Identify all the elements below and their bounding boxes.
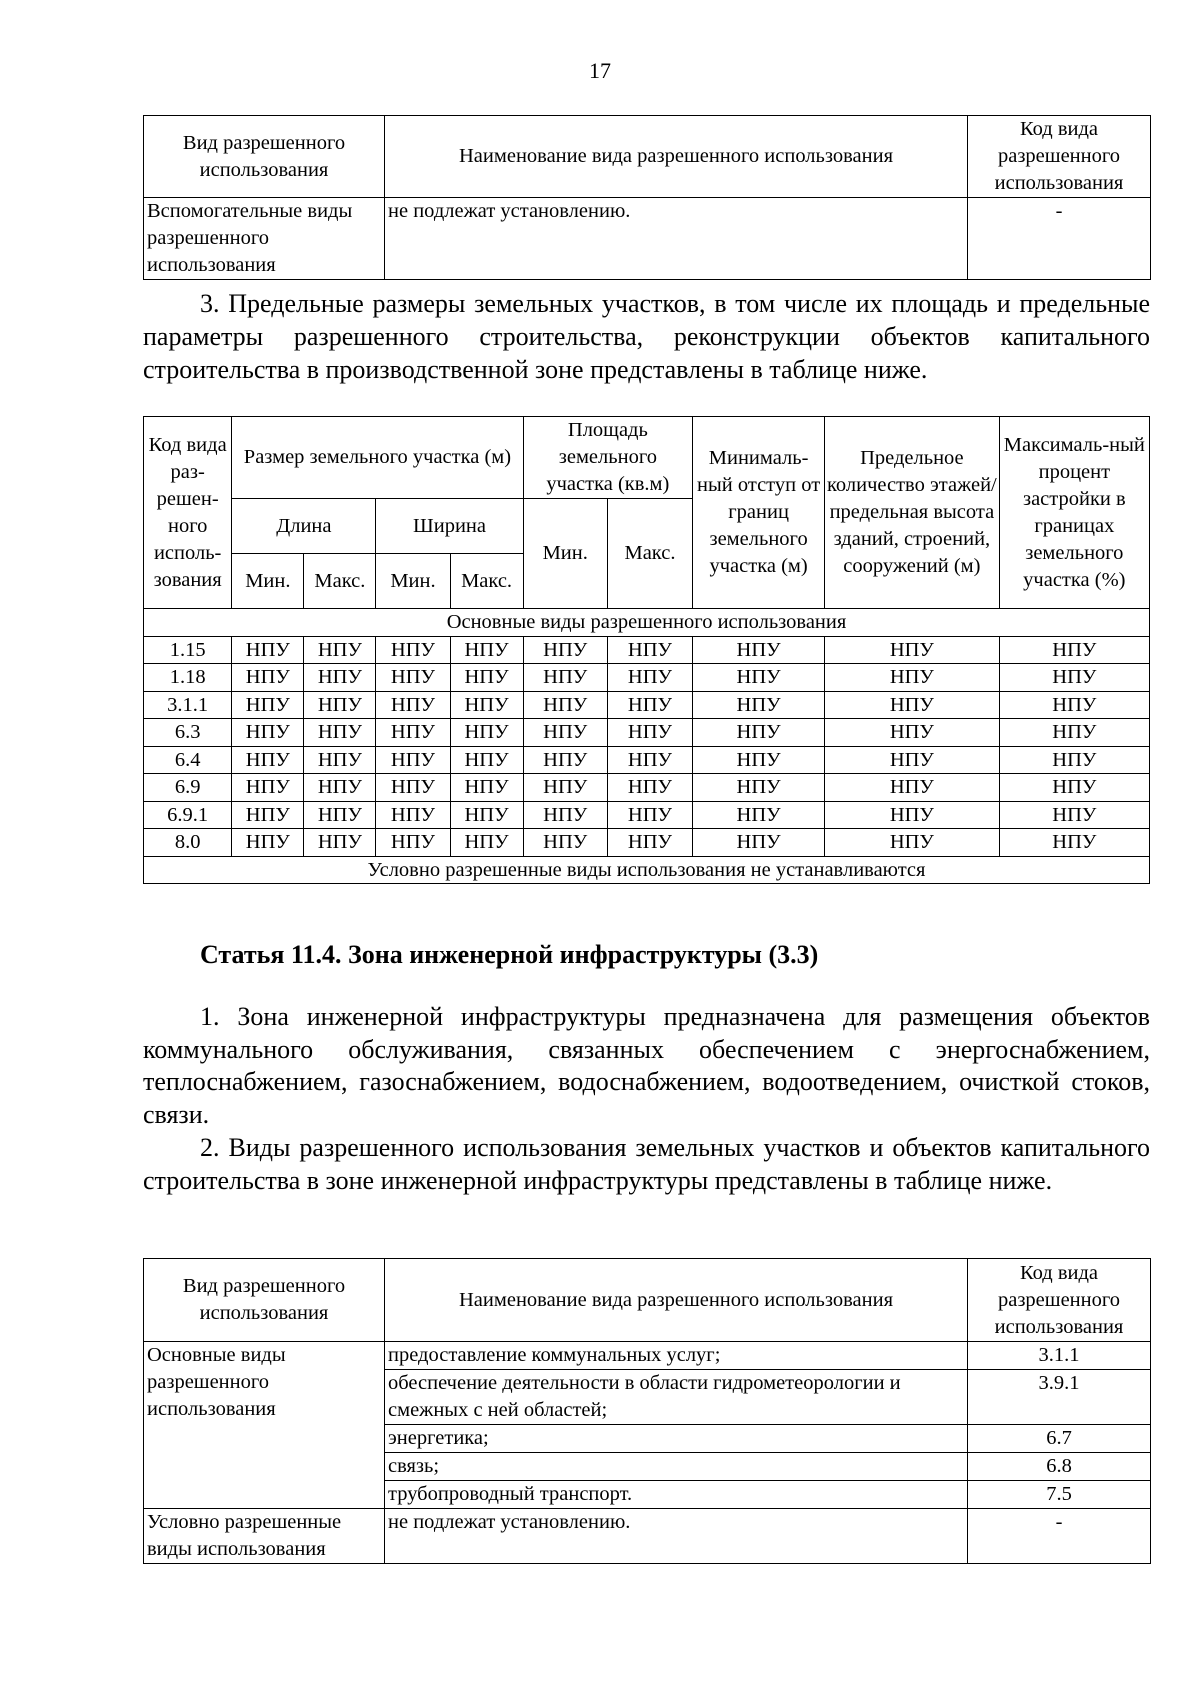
row-code: 6.3: [144, 719, 232, 747]
header-floors: Предельное количество этажей/ предельная высота зданий, строений, сооружений (м): [825, 417, 1000, 609]
cell: НПУ: [232, 664, 304, 692]
cell: НПУ: [607, 801, 692, 829]
cell: НПУ: [607, 774, 692, 802]
header-code: Код вида разрешенного использования: [968, 116, 1151, 198]
paragraph-a1: 1. Зона инженерной инфраструктуры предназначена для размещения объектов коммунального обслуживания, связанных обеспечением с энергоснабжением, теплоснабжением, газоснабжением, водоснабжением, водоотведением, очисткой стоков, связи.: [143, 1002, 1150, 1129]
cell: НПУ: [693, 691, 825, 719]
cell: НПУ: [232, 829, 304, 857]
cell: НПУ: [523, 829, 607, 857]
header-type: Вид разрешенного использования: [144, 1259, 385, 1342]
cell: НПУ: [999, 691, 1149, 719]
header-coverage: Максималь-ный процент застройки в границах земельного участка (%): [999, 417, 1149, 609]
cell: НПУ: [376, 829, 450, 857]
row-code: 6.4: [144, 746, 232, 774]
cell: НПУ: [376, 719, 450, 747]
cell: НПУ: [607, 829, 692, 857]
auxiliary-uses-table: [143, 115, 1151, 280]
paragraph-a2: 2. Виды разрешенного использования земельных участков и объектов капитального строительства в зоне инженерной инфраструктуры представлены в таблице ниже.: [143, 1133, 1150, 1195]
row-type-main: Основные виды разрешенного использования: [144, 1342, 385, 1509]
cell: НПУ: [376, 746, 450, 774]
header-width-max: Макс.: [450, 554, 523, 609]
cell: НПУ: [304, 746, 376, 774]
cell: НПУ: [232, 691, 304, 719]
paragraph-3: 3. Предельные размеры земельных участков, в том числе их площадь и предельные параметры разрешенного строительства, реконструкции объектов капитального строительства в производственной зоне представлены в таблице ниже.: [143, 289, 1150, 384]
section-conditional: Условно разрешенные виды использования не устанавливаются: [144, 856, 1150, 884]
header-name: Наименование вида разрешенного использования: [385, 1259, 968, 1342]
cell: НПУ: [304, 636, 376, 664]
table-row: [144, 746, 1150, 774]
header-area-min: Мин.: [523, 499, 607, 609]
article-title: Статья 11.4. Зона инженерной инфраструктуры (3.3): [200, 940, 819, 969]
cell: НПУ: [523, 636, 607, 664]
cell: НПУ: [999, 636, 1149, 664]
table-row: [144, 664, 1150, 692]
row-code: -: [968, 198, 1151, 280]
row-code: 1.18: [144, 664, 232, 692]
header-width: Ширина: [376, 499, 523, 554]
section-main: Основные виды разрешенного использования: [144, 609, 1150, 637]
cell: НПУ: [693, 664, 825, 692]
table-row: [144, 636, 1150, 664]
row-code: 3.1.1: [144, 691, 232, 719]
header-length: Длина: [232, 499, 376, 554]
cell: НПУ: [232, 719, 304, 747]
cell: НПУ: [607, 664, 692, 692]
cell: НПУ: [304, 719, 376, 747]
section-row: [144, 609, 1150, 637]
cell: НПУ: [693, 636, 825, 664]
header-length-min: Мин.: [232, 554, 304, 609]
page-number: 17: [589, 58, 611, 83]
row-name: не подлежат установлению.: [385, 1509, 968, 1564]
cell: НПУ: [376, 774, 450, 802]
cell: НПУ: [523, 664, 607, 692]
table-row: [144, 1342, 1151, 1370]
header-code: Код вида раз-решен-ного исполь-зования: [144, 417, 232, 609]
cell: НПУ: [999, 664, 1149, 692]
table-header-row: [144, 1259, 1151, 1342]
cell: НПУ: [523, 801, 607, 829]
table-row: [144, 829, 1150, 857]
cell: НПУ: [376, 636, 450, 664]
cell: НПУ: [450, 691, 523, 719]
table-header-row: [144, 417, 1150, 499]
cell: НПУ: [825, 636, 1000, 664]
cell: НПУ: [232, 636, 304, 664]
cell: НПУ: [376, 664, 450, 692]
cell: НПУ: [999, 774, 1149, 802]
table-row: [144, 719, 1150, 747]
cell: НПУ: [304, 829, 376, 857]
cell: НПУ: [450, 664, 523, 692]
row-name: предоставление коммунальных услуг;: [385, 1342, 968, 1370]
row-type: Вспомогательные виды разрешенного использования: [144, 198, 385, 280]
cell: НПУ: [693, 746, 825, 774]
row-code: 7.5: [968, 1481, 1151, 1509]
cell: НПУ: [607, 719, 692, 747]
cell: НПУ: [607, 636, 692, 664]
cell: НПУ: [304, 664, 376, 692]
cell: НПУ: [304, 801, 376, 829]
row-code: 6.9.1: [144, 801, 232, 829]
row-code: 3.9.1: [968, 1370, 1151, 1425]
cell: НПУ: [825, 691, 1000, 719]
cell: НПУ: [232, 746, 304, 774]
header-area-max: Макс.: [607, 499, 692, 609]
cell: НПУ: [450, 746, 523, 774]
cell: НПУ: [999, 719, 1149, 747]
row-code: 6.8: [968, 1453, 1151, 1481]
table-row: [144, 691, 1150, 719]
cell: НПУ: [232, 801, 304, 829]
row-code: -: [968, 1509, 1151, 1564]
cell: НПУ: [523, 774, 607, 802]
cell: НПУ: [825, 801, 1000, 829]
table-row: [144, 774, 1150, 802]
row-type-conditional: Условно разрешенные виды использования: [144, 1509, 385, 1564]
table-row: [144, 1509, 1151, 1564]
cell: НПУ: [450, 774, 523, 802]
engineering-uses-table: [143, 1258, 1151, 1564]
cell: НПУ: [825, 719, 1000, 747]
header-type: Вид разрешенного использования: [144, 116, 385, 198]
row-code: 1.15: [144, 636, 232, 664]
row-name: трубопроводный транспорт.: [385, 1481, 968, 1509]
cell: НПУ: [450, 829, 523, 857]
cell: НПУ: [693, 719, 825, 747]
cell: НПУ: [232, 774, 304, 802]
section-row: [144, 856, 1150, 884]
cell: НПУ: [693, 801, 825, 829]
cell: НПУ: [825, 746, 1000, 774]
header-code: Код вида разрешенного использования: [968, 1259, 1151, 1342]
row-name: связь;: [385, 1453, 968, 1481]
header-length-max: Макс.: [304, 554, 376, 609]
table-row: [144, 198, 1151, 280]
cell: НПУ: [999, 746, 1149, 774]
row-code: 3.1.1: [968, 1342, 1151, 1370]
cell: НПУ: [523, 719, 607, 747]
header-setback: Минималь-ный отступ от границ земельного участка (м): [693, 417, 825, 609]
cell: НПУ: [450, 719, 523, 747]
row-code: 8.0: [144, 829, 232, 857]
cell: НПУ: [376, 691, 450, 719]
cell: НПУ: [523, 691, 607, 719]
cell: НПУ: [693, 829, 825, 857]
row-name: не подлежат установлению.: [385, 198, 968, 280]
row-code: 6.7: [968, 1425, 1151, 1453]
cell: НПУ: [999, 801, 1149, 829]
table-header-row: [144, 116, 1151, 198]
cell: НПУ: [825, 774, 1000, 802]
header-size: Размер земельного участка (м): [232, 417, 523, 499]
parameters-table: [143, 416, 1150, 884]
cell: НПУ: [825, 829, 1000, 857]
row-name: энергетика;: [385, 1425, 968, 1453]
cell: НПУ: [825, 664, 1000, 692]
cell: НПУ: [450, 801, 523, 829]
table-row: [144, 801, 1150, 829]
cell: НПУ: [376, 801, 450, 829]
cell: НПУ: [304, 774, 376, 802]
header-width-min: Мин.: [376, 554, 450, 609]
cell: НПУ: [523, 746, 607, 774]
header-area: Площадь земельного участка (кв.м): [523, 417, 693, 499]
cell: НПУ: [607, 746, 692, 774]
cell: НПУ: [304, 691, 376, 719]
cell: НПУ: [693, 774, 825, 802]
row-name: обеспечение деятельности в области гидрометеорологии и смежных с ней областей;: [385, 1370, 968, 1425]
header-name: Наименование вида разрешенного использования: [385, 116, 968, 198]
row-code: 6.9: [144, 774, 232, 802]
cell: НПУ: [999, 829, 1149, 857]
cell: НПУ: [450, 636, 523, 664]
cell: НПУ: [607, 691, 692, 719]
